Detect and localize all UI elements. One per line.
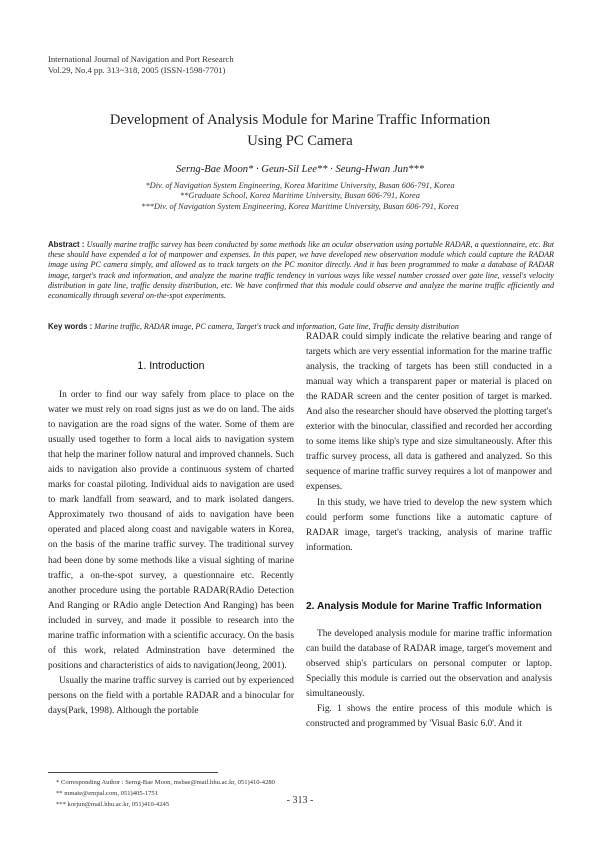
journal-name: International Journal of Navigation and Port Research bbox=[48, 54, 234, 64]
affiliation-3: ***Div. of Navigation System Engineering, Korea Maritime University, Busan 606-791, Korea bbox=[141, 201, 459, 211]
intro-paragraph-2: Usually the marine traffic survey is carried out by experienced persons on the field with a portable RADAR and a binocular for days(Park, 1998). Although the portable bbox=[48, 675, 294, 716]
title-line-1: Development of Analysis Module for Marine Traffic Information bbox=[109, 112, 491, 128]
right-column bbox=[306, 330, 552, 556]
footnote-third-author: *** korjun@mail.hhu.ac.kr, 051)410-4245 bbox=[56, 801, 170, 808]
keywords-label: Key words : bbox=[48, 322, 93, 331]
section-2-heading: 2. Analysis Module for Marine Traffic Information bbox=[306, 601, 542, 612]
section-1-heading: 1. Introduction bbox=[137, 360, 205, 372]
section-2-body bbox=[306, 627, 552, 732]
section-2-paragraph-1: The developed analysis module for marine traffic information can build the database of RADAR image, target's movement and observed ship's particulars on personal computer or laptop. Specially this module is carried out the observation and analysis simultaneously. bbox=[306, 629, 552, 700]
keywords-text: Marine traffic, RADAR image, PC camera, Target's track and information, Gate line, Traffic density distribution bbox=[94, 322, 459, 331]
abstract-text: Usually marine traffic survey has been conducted by some methods like an ocular observation using portable RADAR, a questionnaire, etc. But these should have expended a lot of manpower and expenses. In this paper, we have developed new observation module which could capture the RADAR image using PC camera simply, and allowed as to track targets on the PC monitor directly. And it has been programmed to make a database of RADAR image, target's track and information, and analyze the marine traffic tendency in various ways like vessel number crossed over gate line, vessel's velocity distribution in gate line, traffic density distribution, etc. We have confirmed that this module could observe and analyze the marine traffic efficiently and economically through several on-the-spot experiments. bbox=[48, 240, 554, 301]
page-number: - 313 - bbox=[286, 795, 314, 806]
abstract bbox=[48, 240, 554, 301]
footnote-corresponding: * Corresponding Author : Serng-Bae Moon, msbae@mail.hhu.ac.kr, 051)410-4280 bbox=[56, 779, 275, 786]
intro-paragraph-last: In this study, we have tried to develop the new system which could perform some functions like a automatic capture of RADAR image, target's tracking, analysis of marine traffic information. bbox=[306, 497, 552, 553]
intro-paragraph-1: In order to find our way safely from place to place on the water we must rely on road signs just as we do on land. The aids to navigation are the road signs of the water. Some of them are usually used together to form a local aids to navigation system that help the mariner follow natural and improved channels. Such aids to navigation also provide a continuous system of charted marks for coastal piloting. Individual aids to navigation are used to mark landfall from seaward, and to mark isolated dangers. Approximately two thousand of aids to navigation have been operated and placed along coast and navigable waters in Korea, on the basis of the marine traffic survey. The traditional survey had been done by some methods like a visual sighting of marine traffic, a on-the-spot survey, a questionnaire etc. Recently another procedure using the portable RADAR(RAdio Detection And Ranging or RAdio angle Detection And Ranging) has been included in survey, and made it possible to research into the marine traffic information with a scientific accuracy. On the basis of this work, related Adminstration have determined the positions and characteristics of aids to navigation(Jeong, 2001). bbox=[48, 390, 294, 671]
intro-continuation: RADAR could simply indicate the relative bearing and range of targets which are very essential information for the marine traffic analysis, the tracking of targets has been still conducted in a manual way which a transparent paper or material is placed on the RADAR screen and the center position of target is marked. And also the researcher should have observed the plotting target's exterior with the binocular, classified and recorded her according to some items like ship's type and size simultaneously. After this traffic survey process, all data is gathered and analyzed. So this sequence of marine traffic survey requires a lot of manpower and expenses. bbox=[306, 332, 552, 493]
footnote-divider bbox=[48, 772, 218, 773]
affiliation-1: *Div. of Navigation System Engineering, Korea Maritime University, Busan 606-791, Korea bbox=[145, 181, 455, 190]
abstract-label: Abstract : bbox=[48, 240, 85, 249]
left-column bbox=[48, 388, 294, 719]
section-2-paragraph-2: Fig. 1 shows the entire process of this module which is constructed and programmed by 'Visual Basic 6.0'. And it bbox=[306, 704, 552, 730]
title-line-2: Using PC Camera bbox=[247, 133, 353, 149]
paper-title bbox=[60, 110, 540, 152]
affiliation-2: **Graduate School, Korea Maritime University, Busan 606-791, Korea bbox=[180, 191, 420, 201]
footnote-second-author: ** mmate@empal.com, 051)405-1751 bbox=[56, 790, 159, 797]
journal-header bbox=[48, 54, 234, 76]
author-list: Serng-Bae Moon* · Geun-Sil Lee** · Seung-Hwan Jun*** bbox=[175, 164, 425, 175]
affiliations bbox=[60, 181, 540, 212]
journal-volume: Vol.29, No.4 pp. 313~318, 2005 (ISSN-1598-7701) bbox=[48, 65, 226, 75]
